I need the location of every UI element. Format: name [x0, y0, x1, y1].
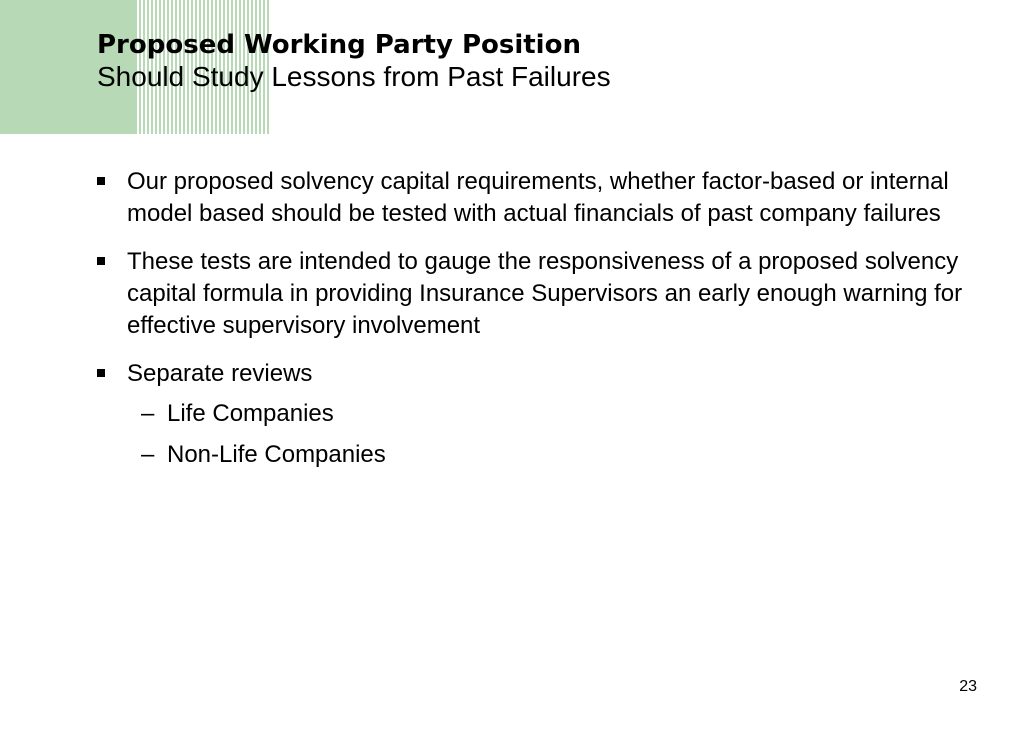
- bullet-text: Separate reviews: [127, 360, 313, 387]
- dash-bullet-icon: –: [141, 400, 155, 427]
- square-bullet-icon: [97, 166, 127, 199]
- bullet-content: [127, 358, 977, 480]
- bullet-list: [97, 166, 977, 496]
- sub-bullet-item: [141, 398, 977, 430]
- square-bullet-icon: [97, 358, 127, 391]
- square-bullet-icon: [97, 246, 127, 279]
- bullet-text: Our proposed solvency capital requirements, whether factor-based or internal model based should be tested with actual financials of past company failures: [127, 168, 949, 227]
- sub-bullet-list: [127, 398, 977, 471]
- sub-bullet-text: Non-Life Companies: [167, 441, 386, 468]
- dash-bullet-icon: –: [141, 441, 155, 468]
- sub-bullet-text: Life Companies: [167, 400, 334, 427]
- slide-title: Proposed Working Party Position: [97, 30, 581, 60]
- title-block: [97, 31, 611, 93]
- bullet-item: [97, 246, 977, 342]
- slide-subtitle: Should Study Lessons from Past Failures: [97, 60, 611, 92]
- bullet-text: These tests are intended to gauge the responsiveness of a proposed solvency capital formula in providing Insurance Supervisors an early enough warning for effective supervisory involvement: [127, 248, 963, 339]
- bullet-item: [97, 166, 977, 230]
- bullet-item: [97, 358, 977, 480]
- page-number: 23: [959, 678, 977, 695]
- sub-bullet-item: [141, 439, 977, 471]
